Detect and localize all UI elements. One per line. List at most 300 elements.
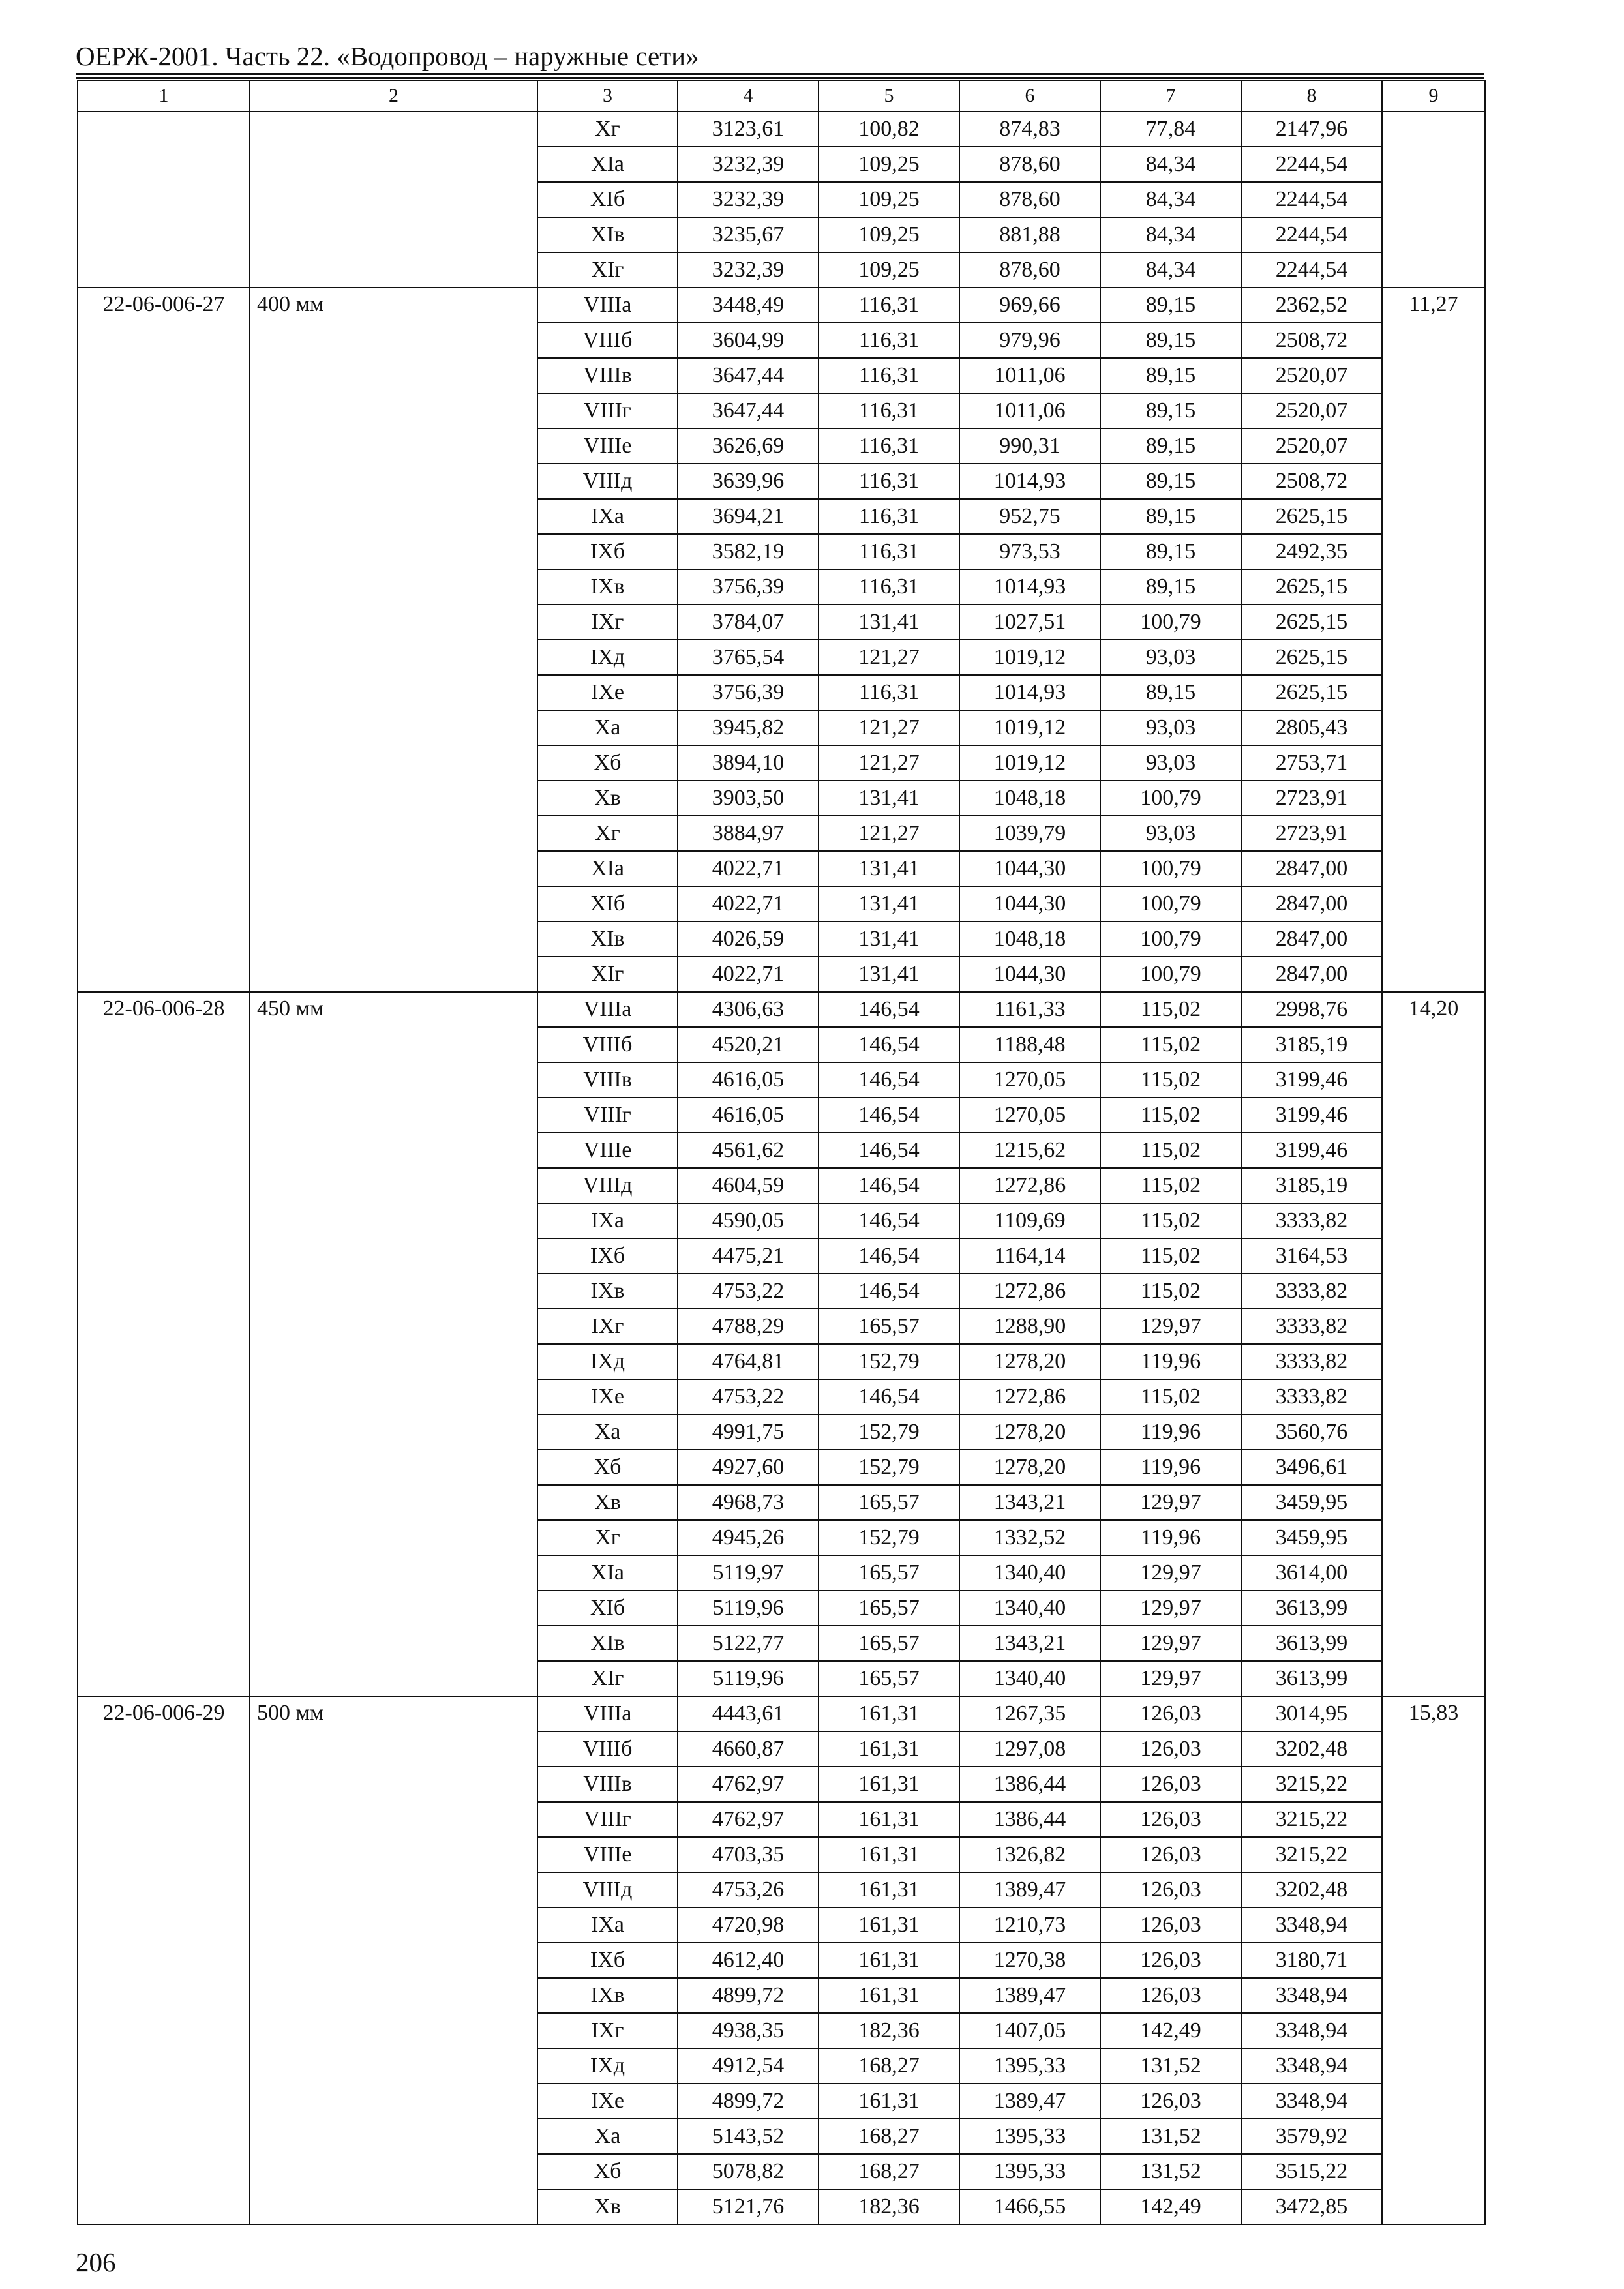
rate-code-cell bbox=[78, 112, 250, 288]
value-col8-cell: 3014,95 bbox=[1241, 1696, 1382, 1731]
value-col4-cell: 4764,81 bbox=[678, 1344, 819, 1379]
value-col4-cell: 3639,96 bbox=[678, 464, 819, 499]
value-col8-cell: 2362,52 bbox=[1241, 288, 1382, 323]
value-col5-cell: 161,31 bbox=[819, 1837, 959, 1872]
value-col7-cell: 84,34 bbox=[1100, 182, 1241, 217]
value-col6-cell: 1161,33 bbox=[959, 992, 1100, 1027]
value-col6-cell: 1395,33 bbox=[959, 2154, 1100, 2189]
value-col5-cell: 116,31 bbox=[819, 534, 959, 569]
value-col4-cell: 4720,98 bbox=[678, 1908, 819, 1943]
column-number: 2 bbox=[250, 80, 537, 112]
value-col5-cell: 161,31 bbox=[819, 1731, 959, 1767]
grade-cell: XIв bbox=[537, 217, 678, 252]
value-col8-cell: 3560,76 bbox=[1241, 1414, 1382, 1450]
value-col7-cell: 89,15 bbox=[1100, 569, 1241, 605]
value-col4-cell: 3235,67 bbox=[678, 217, 819, 252]
value-col8-cell: 3180,71 bbox=[1241, 1943, 1382, 1978]
value-col6-cell: 973,53 bbox=[959, 534, 1100, 569]
grade-cell: IXв bbox=[537, 569, 678, 605]
value-col5-cell: 161,31 bbox=[819, 1943, 959, 1978]
value-col5-cell: 165,57 bbox=[819, 1555, 959, 1591]
grade-cell: VIIIв bbox=[537, 358, 678, 393]
value-col5-cell: 109,25 bbox=[819, 182, 959, 217]
value-col8-cell: 2805,43 bbox=[1241, 710, 1382, 745]
value-col4-cell: 4899,72 bbox=[678, 1978, 819, 2013]
value-col7-cell: 126,03 bbox=[1100, 2084, 1241, 2119]
value-col7-cell: 119,96 bbox=[1100, 1520, 1241, 1555]
value-col5-cell: 182,36 bbox=[819, 2189, 959, 2224]
grade-cell: IXд bbox=[537, 640, 678, 675]
value-col8-cell: 2625,15 bbox=[1241, 675, 1382, 710]
table-row bbox=[78, 992, 1485, 1027]
value-col4-cell: 4753,26 bbox=[678, 1872, 819, 1908]
value-col8-cell: 2625,15 bbox=[1241, 640, 1382, 675]
grade-cell: Xб bbox=[537, 1450, 678, 1485]
value-col4-cell: 3604,99 bbox=[678, 323, 819, 358]
value-col6-cell: 1014,93 bbox=[959, 675, 1100, 710]
value-col7-cell: 115,02 bbox=[1100, 1238, 1241, 1274]
grade-cell: Xв bbox=[537, 1485, 678, 1520]
value-col8-cell: 3202,48 bbox=[1241, 1731, 1382, 1767]
value-col4-cell: 3626,69 bbox=[678, 428, 819, 464]
value-col5-cell: 161,31 bbox=[819, 1978, 959, 2013]
grade-cell: Xа bbox=[537, 2119, 678, 2154]
value-col4-cell: 3582,19 bbox=[678, 534, 819, 569]
value-col8-cell: 2753,71 bbox=[1241, 745, 1382, 781]
value-col7-cell: 131,52 bbox=[1100, 2119, 1241, 2154]
grade-cell: VIIIд bbox=[537, 1872, 678, 1908]
column-number: 9 bbox=[1382, 80, 1485, 112]
value-col5-cell: 161,31 bbox=[819, 1696, 959, 1731]
value-col8-cell: 2625,15 bbox=[1241, 499, 1382, 534]
value-col4-cell: 5119,97 bbox=[678, 1555, 819, 1591]
grade-cell: IXе bbox=[537, 2084, 678, 2119]
value-col4-cell: 3123,61 bbox=[678, 112, 819, 147]
column-number: 7 bbox=[1100, 80, 1241, 112]
grade-cell: VIIIб bbox=[537, 1731, 678, 1767]
value-col8-cell: 2508,72 bbox=[1241, 323, 1382, 358]
value-col5-cell: 116,31 bbox=[819, 675, 959, 710]
grade-cell: VIIIе bbox=[537, 428, 678, 464]
value-col5-cell: 146,54 bbox=[819, 1098, 959, 1133]
value-col4-cell: 4561,62 bbox=[678, 1133, 819, 1168]
value-col6-cell: 1288,90 bbox=[959, 1309, 1100, 1344]
value-col5-cell: 146,54 bbox=[819, 1027, 959, 1062]
value-col4-cell: 4945,26 bbox=[678, 1520, 819, 1555]
grade-cell: XIб bbox=[537, 1591, 678, 1626]
value-col7-cell: 89,15 bbox=[1100, 534, 1241, 569]
grade-cell: XIв bbox=[537, 921, 678, 957]
value-col6-cell: 1386,44 bbox=[959, 1802, 1100, 1837]
value-col5-cell: 121,27 bbox=[819, 816, 959, 851]
value-col4-cell: 5119,96 bbox=[678, 1591, 819, 1626]
value-col4-cell: 4306,63 bbox=[678, 992, 819, 1027]
value-col7-cell: 115,02 bbox=[1100, 1133, 1241, 1168]
grade-cell: VIIIв bbox=[537, 1062, 678, 1098]
value-col6-cell: 1297,08 bbox=[959, 1731, 1100, 1767]
value-col5-cell: 146,54 bbox=[819, 1238, 959, 1274]
value-col6-cell: 874,83 bbox=[959, 112, 1100, 147]
value-col5-cell: 165,57 bbox=[819, 1309, 959, 1344]
col9-value-cell: 11,27 bbox=[1382, 288, 1485, 992]
col9-value-cell: 14,20 bbox=[1382, 992, 1485, 1696]
value-col7-cell: 129,97 bbox=[1100, 1555, 1241, 1591]
value-col7-cell: 89,15 bbox=[1100, 323, 1241, 358]
value-col8-cell: 3613,99 bbox=[1241, 1661, 1382, 1696]
value-col8-cell: 3202,48 bbox=[1241, 1872, 1382, 1908]
value-col6-cell: 1019,12 bbox=[959, 745, 1100, 781]
value-col7-cell: 119,96 bbox=[1100, 1450, 1241, 1485]
value-col6-cell: 1027,51 bbox=[959, 605, 1100, 640]
grade-cell: VIIIб bbox=[537, 1027, 678, 1062]
value-col8-cell: 2723,91 bbox=[1241, 781, 1382, 816]
value-col5-cell: 146,54 bbox=[819, 992, 959, 1027]
value-col5-cell: 116,31 bbox=[819, 428, 959, 464]
value-col8-cell: 2625,15 bbox=[1241, 605, 1382, 640]
value-col7-cell: 100,79 bbox=[1100, 957, 1241, 992]
value-col4-cell: 3756,39 bbox=[678, 675, 819, 710]
value-col8-cell: 3348,94 bbox=[1241, 2084, 1382, 2119]
grade-cell: IXе bbox=[537, 1379, 678, 1414]
value-col6-cell: 1267,35 bbox=[959, 1696, 1100, 1731]
value-col5-cell: 146,54 bbox=[819, 1062, 959, 1098]
value-col7-cell: 142,49 bbox=[1100, 2189, 1241, 2224]
value-col8-cell: 3333,82 bbox=[1241, 1344, 1382, 1379]
value-col8-cell: 2723,91 bbox=[1241, 816, 1382, 851]
value-col7-cell: 126,03 bbox=[1100, 1767, 1241, 1802]
value-col7-cell: 115,02 bbox=[1100, 1379, 1241, 1414]
value-col6-cell: 1019,12 bbox=[959, 710, 1100, 745]
value-col7-cell: 93,03 bbox=[1100, 745, 1241, 781]
value-col7-cell: 126,03 bbox=[1100, 1696, 1241, 1731]
value-col5-cell: 131,41 bbox=[819, 957, 959, 992]
value-col8-cell: 2244,54 bbox=[1241, 182, 1382, 217]
value-col7-cell: 84,34 bbox=[1100, 252, 1241, 288]
value-col6-cell: 1215,62 bbox=[959, 1133, 1100, 1168]
value-col4-cell: 4762,97 bbox=[678, 1802, 819, 1837]
grade-cell: VIIIг bbox=[537, 393, 678, 428]
value-col6-cell: 1278,20 bbox=[959, 1414, 1100, 1450]
column-number: 6 bbox=[959, 80, 1100, 112]
value-col6-cell: 1011,06 bbox=[959, 393, 1100, 428]
value-col4-cell: 3756,39 bbox=[678, 569, 819, 605]
value-col7-cell: 129,97 bbox=[1100, 1591, 1241, 1626]
value-col6-cell: 1340,40 bbox=[959, 1555, 1100, 1591]
value-col5-cell: 116,31 bbox=[819, 464, 959, 499]
value-col7-cell: 129,97 bbox=[1100, 1661, 1241, 1696]
value-col4-cell: 4660,87 bbox=[678, 1731, 819, 1767]
grade-cell: Xа bbox=[537, 1414, 678, 1450]
value-col7-cell: 100,79 bbox=[1100, 886, 1241, 921]
value-col5-cell: 168,27 bbox=[819, 2048, 959, 2084]
value-col5-cell: 152,79 bbox=[819, 1450, 959, 1485]
value-col4-cell: 4753,22 bbox=[678, 1274, 819, 1309]
value-col7-cell: 129,97 bbox=[1100, 1485, 1241, 1520]
value-col5-cell: 131,41 bbox=[819, 851, 959, 886]
grade-cell: IXв bbox=[537, 1978, 678, 2013]
value-col5-cell: 116,31 bbox=[819, 393, 959, 428]
value-col4-cell: 5143,52 bbox=[678, 2119, 819, 2154]
value-col4-cell: 3647,44 bbox=[678, 393, 819, 428]
value-col4-cell: 4590,05 bbox=[678, 1203, 819, 1238]
value-col5-cell: 146,54 bbox=[819, 1168, 959, 1203]
value-col4-cell: 3784,07 bbox=[678, 605, 819, 640]
value-col8-cell: 3199,46 bbox=[1241, 1133, 1382, 1168]
value-col5-cell: 116,31 bbox=[819, 499, 959, 534]
value-col8-cell: 2847,00 bbox=[1241, 886, 1382, 921]
value-col5-cell: 116,31 bbox=[819, 569, 959, 605]
value-col5-cell: 165,57 bbox=[819, 1485, 959, 1520]
value-col7-cell: 77,84 bbox=[1100, 112, 1241, 147]
value-col7-cell: 89,15 bbox=[1100, 464, 1241, 499]
value-col5-cell: 165,57 bbox=[819, 1661, 959, 1696]
value-col5-cell: 161,31 bbox=[819, 2084, 959, 2119]
grade-cell: Xв bbox=[537, 781, 678, 816]
value-col6-cell: 1270,38 bbox=[959, 1943, 1100, 1978]
value-col4-cell: 3945,82 bbox=[678, 710, 819, 745]
value-col8-cell: 3215,22 bbox=[1241, 1802, 1382, 1837]
column-number: 5 bbox=[819, 80, 959, 112]
grade-cell: IXг bbox=[537, 2013, 678, 2048]
grade-cell: Xв bbox=[537, 2189, 678, 2224]
value-col4-cell: 4762,97 bbox=[678, 1767, 819, 1802]
value-col7-cell: 126,03 bbox=[1100, 1731, 1241, 1767]
grade-cell: IXг bbox=[537, 605, 678, 640]
value-col4-cell: 3647,44 bbox=[678, 358, 819, 393]
value-col7-cell: 93,03 bbox=[1100, 640, 1241, 675]
value-col4-cell: 4938,35 bbox=[678, 2013, 819, 2048]
column-number: 3 bbox=[537, 80, 678, 112]
grade-cell: IXа bbox=[537, 1908, 678, 1943]
value-col6-cell: 1386,44 bbox=[959, 1767, 1100, 1802]
value-col7-cell: 115,02 bbox=[1100, 992, 1241, 1027]
value-col6-cell: 1109,69 bbox=[959, 1203, 1100, 1238]
value-col7-cell: 129,97 bbox=[1100, 1309, 1241, 1344]
value-col6-cell: 1389,47 bbox=[959, 2084, 1100, 2119]
value-col4-cell: 5119,96 bbox=[678, 1661, 819, 1696]
grade-cell: XIг bbox=[537, 252, 678, 288]
value-col8-cell: 2847,00 bbox=[1241, 921, 1382, 957]
value-col4-cell: 4604,59 bbox=[678, 1168, 819, 1203]
value-col4-cell: 4616,05 bbox=[678, 1062, 819, 1098]
grade-cell: Xг bbox=[537, 1520, 678, 1555]
value-col6-cell: 1014,93 bbox=[959, 569, 1100, 605]
value-col8-cell: 3459,95 bbox=[1241, 1520, 1382, 1555]
grade-cell: IXв bbox=[537, 1274, 678, 1309]
value-col8-cell: 3614,00 bbox=[1241, 1555, 1382, 1591]
column-number: 4 bbox=[678, 80, 819, 112]
value-col6-cell: 1332,52 bbox=[959, 1520, 1100, 1555]
value-col6-cell: 1270,05 bbox=[959, 1098, 1100, 1133]
value-col6-cell: 952,75 bbox=[959, 499, 1100, 534]
grade-cell: VIIIд bbox=[537, 1168, 678, 1203]
value-col4-cell: 3894,10 bbox=[678, 745, 819, 781]
value-col7-cell: 115,02 bbox=[1100, 1062, 1241, 1098]
value-col6-cell: 1395,33 bbox=[959, 2119, 1100, 2154]
value-col6-cell: 1272,86 bbox=[959, 1168, 1100, 1203]
col9-value-cell bbox=[1382, 112, 1485, 288]
value-col7-cell: 115,02 bbox=[1100, 1203, 1241, 1238]
value-col5-cell: 146,54 bbox=[819, 1133, 959, 1168]
value-col6-cell: 1210,73 bbox=[959, 1908, 1100, 1943]
value-col5-cell: 100,82 bbox=[819, 112, 959, 147]
value-col5-cell: 146,54 bbox=[819, 1203, 959, 1238]
value-col4-cell: 5122,77 bbox=[678, 1626, 819, 1661]
value-col8-cell: 3199,46 bbox=[1241, 1098, 1382, 1133]
grade-cell: XIг bbox=[537, 957, 678, 992]
value-col8-cell: 2625,15 bbox=[1241, 569, 1382, 605]
value-col6-cell: 1278,20 bbox=[959, 1344, 1100, 1379]
column-number-row bbox=[78, 80, 1485, 112]
value-col8-cell: 3459,95 bbox=[1241, 1485, 1382, 1520]
grade-cell: IXб bbox=[537, 534, 678, 569]
value-col5-cell: 161,31 bbox=[819, 1872, 959, 1908]
grade-cell: XIа bbox=[537, 1555, 678, 1591]
value-col4-cell: 3232,39 bbox=[678, 147, 819, 182]
grade-cell: XIг bbox=[537, 1661, 678, 1696]
grade-cell: VIIIа bbox=[537, 992, 678, 1027]
value-col5-cell: 121,27 bbox=[819, 710, 959, 745]
value-col6-cell: 1188,48 bbox=[959, 1027, 1100, 1062]
grade-cell: XIб bbox=[537, 182, 678, 217]
value-col6-cell: 878,60 bbox=[959, 147, 1100, 182]
grade-cell: VIIIд bbox=[537, 464, 678, 499]
value-col7-cell: 89,15 bbox=[1100, 288, 1241, 323]
value-col4-cell: 4927,60 bbox=[678, 1450, 819, 1485]
value-col4-cell: 3448,49 bbox=[678, 288, 819, 323]
value-col7-cell: 126,03 bbox=[1100, 1978, 1241, 2013]
value-col5-cell: 182,36 bbox=[819, 2013, 959, 2048]
value-col8-cell: 2244,54 bbox=[1241, 147, 1382, 182]
grade-cell: IXд bbox=[537, 2048, 678, 2084]
value-col7-cell: 89,15 bbox=[1100, 428, 1241, 464]
value-col4-cell: 3884,97 bbox=[678, 816, 819, 851]
value-col8-cell: 3472,85 bbox=[1241, 2189, 1382, 2224]
value-col7-cell: 142,49 bbox=[1100, 2013, 1241, 2048]
value-col7-cell: 126,03 bbox=[1100, 1943, 1241, 1978]
table-row bbox=[78, 288, 1485, 323]
grade-cell: XIа bbox=[537, 851, 678, 886]
value-col5-cell: 109,25 bbox=[819, 217, 959, 252]
value-col5-cell: 168,27 bbox=[819, 2154, 959, 2189]
grade-cell: IXг bbox=[537, 1309, 678, 1344]
value-col8-cell: 2520,07 bbox=[1241, 428, 1382, 464]
value-col4-cell: 4703,35 bbox=[678, 1837, 819, 1872]
grade-cell: XIв bbox=[537, 1626, 678, 1661]
value-col7-cell: 119,96 bbox=[1100, 1344, 1241, 1379]
value-col6-cell: 878,60 bbox=[959, 252, 1100, 288]
value-col6-cell: 1011,06 bbox=[959, 358, 1100, 393]
value-col4-cell: 5121,76 bbox=[678, 2189, 819, 2224]
value-col8-cell: 2508,72 bbox=[1241, 464, 1382, 499]
diameter-cell: 450 мм bbox=[250, 992, 537, 1696]
value-col7-cell: 89,15 bbox=[1100, 499, 1241, 534]
grade-cell: Xг bbox=[537, 112, 678, 147]
diameter-cell bbox=[250, 112, 537, 288]
value-col4-cell: 3232,39 bbox=[678, 252, 819, 288]
value-col8-cell: 3515,22 bbox=[1241, 2154, 1382, 2189]
value-col6-cell: 1270,05 bbox=[959, 1062, 1100, 1098]
value-col6-cell: 878,60 bbox=[959, 182, 1100, 217]
value-col7-cell: 100,79 bbox=[1100, 921, 1241, 957]
value-col6-cell: 990,31 bbox=[959, 428, 1100, 464]
value-col6-cell: 1466,55 bbox=[959, 2189, 1100, 2224]
value-col5-cell: 146,54 bbox=[819, 1379, 959, 1414]
value-col4-cell: 4612,40 bbox=[678, 1943, 819, 1978]
grade-cell: XIб bbox=[537, 886, 678, 921]
value-col8-cell: 3199,46 bbox=[1241, 1062, 1382, 1098]
value-col8-cell: 3215,22 bbox=[1241, 1837, 1382, 1872]
value-col4-cell: 4912,54 bbox=[678, 2048, 819, 2084]
value-col8-cell: 3348,94 bbox=[1241, 2013, 1382, 2048]
value-col7-cell: 89,15 bbox=[1100, 358, 1241, 393]
value-col4-cell: 4026,59 bbox=[678, 921, 819, 957]
value-col7-cell: 131,52 bbox=[1100, 2154, 1241, 2189]
value-col5-cell: 131,41 bbox=[819, 921, 959, 957]
value-col5-cell: 161,31 bbox=[819, 1802, 959, 1837]
grade-cell: VIIIг bbox=[537, 1098, 678, 1133]
value-col8-cell: 2847,00 bbox=[1241, 851, 1382, 886]
value-col8-cell: 3613,99 bbox=[1241, 1626, 1382, 1661]
value-col5-cell: 109,25 bbox=[819, 252, 959, 288]
grade-cell: VIIIа bbox=[537, 288, 678, 323]
grade-cell: IXб bbox=[537, 1238, 678, 1274]
value-col6-cell: 1164,14 bbox=[959, 1238, 1100, 1274]
grade-cell: IXа bbox=[537, 499, 678, 534]
value-col7-cell: 84,34 bbox=[1100, 217, 1241, 252]
value-col8-cell: 2520,07 bbox=[1241, 358, 1382, 393]
rate-code-cell: 22-06-006-28 bbox=[78, 992, 250, 1696]
value-col4-cell: 3765,54 bbox=[678, 640, 819, 675]
value-col5-cell: 116,31 bbox=[819, 288, 959, 323]
value-col5-cell: 109,25 bbox=[819, 147, 959, 182]
value-col5-cell: 131,41 bbox=[819, 605, 959, 640]
grade-cell: VIIIе bbox=[537, 1837, 678, 1872]
value-col8-cell: 3185,19 bbox=[1241, 1168, 1382, 1203]
value-col6-cell: 1019,12 bbox=[959, 640, 1100, 675]
value-col6-cell: 1272,86 bbox=[959, 1379, 1100, 1414]
value-col7-cell: 93,03 bbox=[1100, 816, 1241, 851]
value-col4-cell: 4475,21 bbox=[678, 1238, 819, 1274]
value-col5-cell: 116,31 bbox=[819, 323, 959, 358]
value-col7-cell: 100,79 bbox=[1100, 781, 1241, 816]
value-col7-cell: 126,03 bbox=[1100, 1802, 1241, 1837]
grade-cell: Xа bbox=[537, 710, 678, 745]
value-col4-cell: 5078,82 bbox=[678, 2154, 819, 2189]
value-col8-cell: 2847,00 bbox=[1241, 957, 1382, 992]
table-row bbox=[78, 112, 1485, 147]
value-col6-cell: 1340,40 bbox=[959, 1591, 1100, 1626]
value-col4-cell: 4991,75 bbox=[678, 1414, 819, 1450]
value-col6-cell: 1326,82 bbox=[959, 1837, 1100, 1872]
value-col6-cell: 1343,21 bbox=[959, 1485, 1100, 1520]
value-col8-cell: 2520,07 bbox=[1241, 393, 1382, 428]
page-number: 206 bbox=[76, 2247, 116, 2277]
value-col8-cell: 2492,35 bbox=[1241, 534, 1382, 569]
value-col4-cell: 4788,29 bbox=[678, 1309, 819, 1344]
grade-cell: XIа bbox=[537, 147, 678, 182]
column-number: 8 bbox=[1241, 80, 1382, 112]
value-col4-cell: 4022,71 bbox=[678, 957, 819, 992]
value-col6-cell: 1340,40 bbox=[959, 1661, 1100, 1696]
value-col8-cell: 3164,53 bbox=[1241, 1238, 1382, 1274]
value-col6-cell: 1044,30 bbox=[959, 957, 1100, 992]
value-col5-cell: 161,31 bbox=[819, 1767, 959, 1802]
grade-cell: IXб bbox=[537, 1943, 678, 1978]
value-col7-cell: 115,02 bbox=[1100, 1168, 1241, 1203]
value-col5-cell: 165,57 bbox=[819, 1591, 959, 1626]
value-col4-cell: 3694,21 bbox=[678, 499, 819, 534]
